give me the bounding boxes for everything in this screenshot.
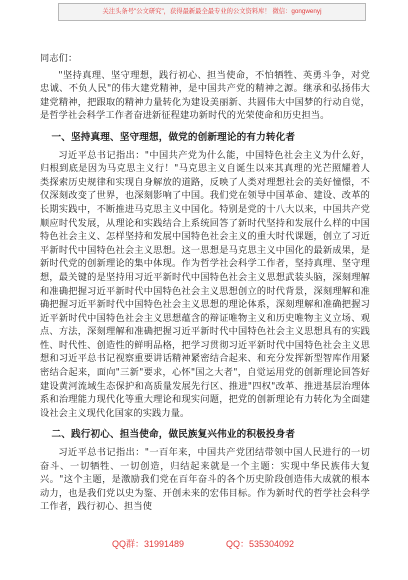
header-banner: 关注头条号"公文研究"，获得最新最全最专业的公文资料库！ 微信：gongwenyj	[58, 3, 366, 21]
qq-number: QQ：535304092	[226, 539, 295, 549]
section-heading-1: 一、坚持真理、坚守理想，做党的创新理论的有力转化者	[51, 131, 296, 143]
section-heading-2: 二、践行初心、担当使命，做民族复兴伟业的积极投身者	[51, 429, 296, 441]
salutation: 同志们：	[40, 53, 78, 64]
section-paragraph-2: 习近平总书记指出："一百年来，中国共产党团结带领中国人民进行的一切奋斗、一切牺牲、一切创造，归结起来就是一个主题：实现中华民族伟大复兴。"这个主题，是激励我们党在百年奋斗的各个历史阶段创造伟大成就的根本动力，也是我们党以史为鉴、开创未来的宏伟目标。作为新时代的哲学社会科学工作者，践行初心、担当使	[40, 447, 370, 513]
intro-paragraph: "坚持真理、坚守理想，践行初心、担当使命，不怕牺牲、英勇斗争，对党忠诚、不负人民"的伟大建党精神，是中国共产党的精神之源。继承和弘扬伟大建党精神，把跟取的精神力量转化为建设美丽新、共圆伟大中国梦的行动自觉，是哲学社会科学工作者奋进新征程建功新时代的光荣使命和历史担当。	[40, 69, 370, 122]
footer-contact	[0, 536, 408, 552]
document-body	[40, 52, 370, 514]
qq-group-number: QQ群：31991489	[112, 539, 185, 549]
section-paragraph-1: 习近平总书记指出："中国共产党为什么能，中国特色社会主义为什么好，归根到底是因为马克思主义行！"马克思主义自诞生以来其真理的光芒照耀着人类探索历史规律和实现自身解放的道路，反映了人类对理想社会的美好憧憬，不仅深刻改变了世界，也深刻影响了中国。我们党在领导中国革命、建设、改革的长期实践中，不断推进马克思主义中国化。特别是党的十八大以来，中国共产党顺应时代发展，从理论和实践结合上系统回答了新时代坚持和发展什么样的中国特色社会主义、怎样坚持和发展中国特色社会主义的重大时代课题，创立了习近平新时代中国特色社会主义思想。这一思想是马克思主义中国化的最新成果，是新时代党的创新理论的集中体现。作为哲学社会科学工作者，坚持真理、坚守理想，最关键的是坚持用习近平新时代中国特色社会主义思想武装头脑，深刻理解和准确把握习近平新时代中国特色社会主义思想创立的时代背景，深刻理解和准确把握习近平新时代中国特色社会主义思想的理论体系，深刻理解和准确把握习近平新时代中国特色社会主义思想蕴含的辩证唯物主义和历史唯物主义立场、观点、方法，深刻理解和准确把握习近平新时代中国特色社会主义思想具有的实践性、时代性、创造性的鲜明品格，把学习贯彻习近平新时代中国特色社会主义思想和习近平总书记视察重要讲话精神紧密结合起来、和充分发挥新型智库作用紧密结合起来，面向"三新"要求，心怀"国之大者"，自觉运用党的创新理论回答好建设黄河流域生态保护和高质量发展先行区、推进"四权"改革、推进基层治理体系和治理能力现代化等重大理论和现实问题，把党的创新理论有力转化为全面建设社会主义现代化国家的实践力量。	[40, 149, 370, 419]
